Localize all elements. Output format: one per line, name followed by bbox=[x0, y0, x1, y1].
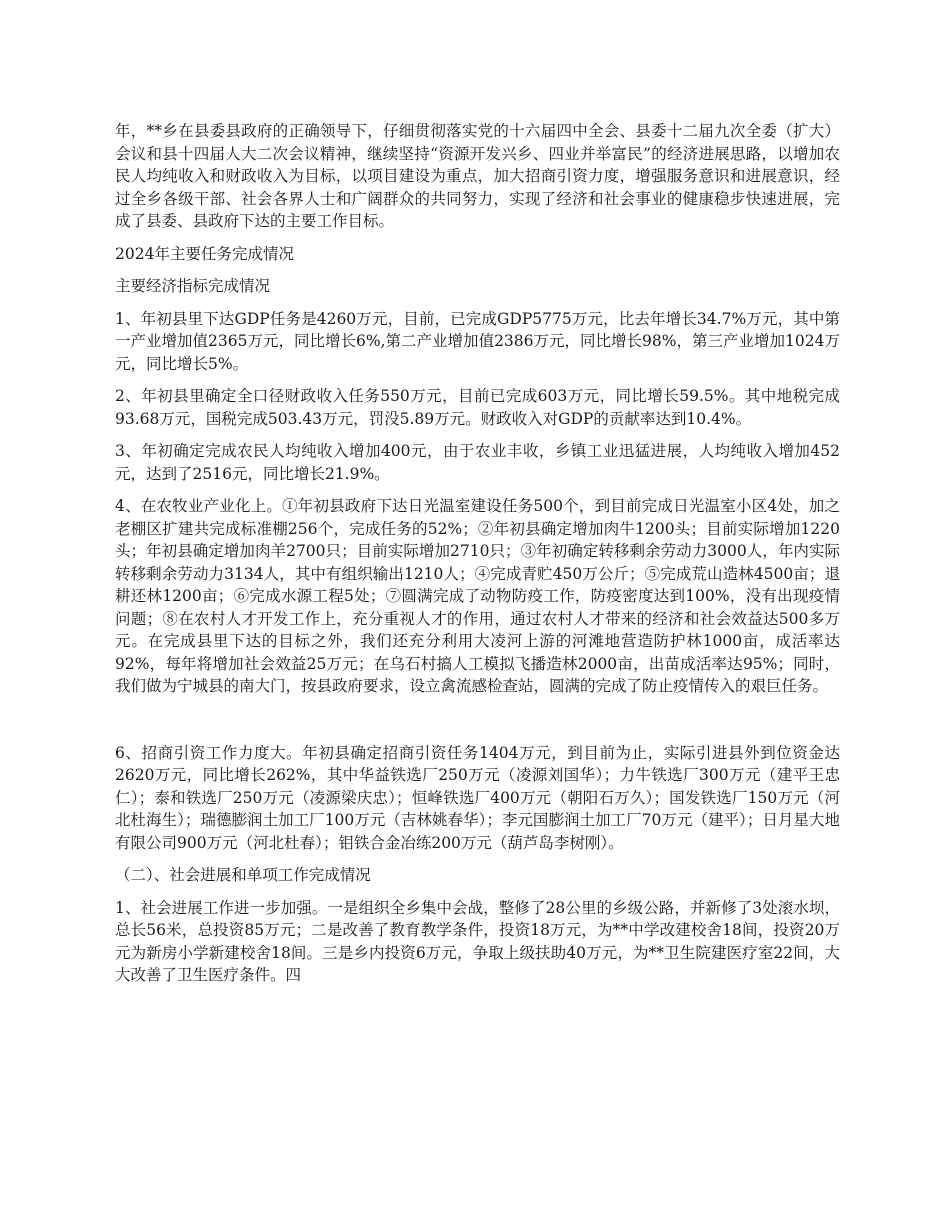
item-2-fiscal-revenue: 2、年初县里确定全口径财政收入任务550万元，目前已完成603万元，同比增长59.5%。其中地税完成93.68万元，国税完成503.43万元，罚没5.89万元。财政收入对GDP的贡献率达到10.4%。 bbox=[115, 387, 840, 428]
section-heading-2024-tasks: 2024年主要任务完成情况 bbox=[115, 244, 294, 263]
item-3-farmer-income: 3、年初确定完成农民人均纯收入增加400元，由于农业丰收，乡镇工业迅猛进展，人均纯收入增加452元，达到了2516元，同比增长21.9%。 bbox=[115, 442, 840, 483]
social-item-1: 1、社会进展工作进一步加强。一是组织全乡集中会战，整修了28公里的乡级公路，并新修了3处滚水坝，总长56米，总投资85万元；二是改善了教育教学条件，投资18万元，为**中学改建校舍18间，投资20万元为新房小学新建校舍18间。三是乡内投资6万元，争取上级扶助40万元，为**卫生院建医疗室22间，大大改善了卫生医疗条件。四 bbox=[115, 898, 840, 984]
section-heading-economic-indicators: 主要经济指标完成情况 bbox=[115, 277, 271, 295]
section-heading-social-progress: （二）、社会进展和单项工作完成情况 bbox=[115, 866, 371, 884]
item-6-investment: 6、招商引资工作力度大。年初县确定招商引资任务1404万元，到目前为止，实际引进县外到位资金达2620万元，同比增长262%，其中华益铁选厂250万元（凌源刘国华）；力牛铁选厂300万元（建平王忠仁）；泰和铁选厂250万元（凌源梁庆忠）；恒峰铁选厂400万元（朝阳石万久）；国发铁选厂150万元（河北杜海生）；瑞德膨润土加工厂100万元（吉林姚春华）；李元国膨润土加工厂70万元（建平）；日月星大地有限公司900万元（河北杜春）；钼铁合金冶练200万元（葫芦岛李树刚）。 bbox=[115, 743, 840, 852]
item-1-gdp: 1、年初县里下达GDP任务是4260万元，目前，已完成GDP5775万元，比去年增长34.7%万元，其中第一产业增加值2365万元，同比增长6%,第二产业增加值2386万元，同比增长98%，第三产业增加1024万元，同比增长5%。 bbox=[115, 309, 840, 373]
document-body bbox=[115, 120, 840, 997]
intro-paragraph: 年，**乡在县委县政府的正确领导下，仔细贯彻落实党的十六届四中全会、县委十二届九次全委（扩大）会议和县十四届人大二次会议精神，继续坚持“资源开发兴乡、四业并举富民”的经济进展思路，以增加农民人均纯收入和财政收入为目标，以项目建设为重点，加大招商引资力度，增强服务意识和进展意识，经过全乡各级干部、社会各界人士和广阔群众的共同努力，实现了经济和社会事业的健康稳步快速进展，完成了县委、县政府下达的主要工作目标。 bbox=[115, 122, 840, 230]
item-4-agriculture: 4、在农牧业产业化上。①年初县政府下达日光温室建设任务500个，到目前完成日光温室小区4处，加之老棚区扩建共完成标准棚256个，完成任务的52%；②年初县确定增加肉牛1200头；目前实际增加1220头；年初县确定增加肉羊2700只；目前实际增加2710只；③年初确定转移剩余劳动力3000人，年内实际转移剩余劳动力3134人，其中有组织输出1210人；④完成青贮450万公斤；⑤完成荒山造林4500亩；退耕还林1200亩；⑥完成水源工程5处；⑦圆满完成了动物防疫工作，防疫密度达到100%，没有出现疫情问题；⑧在农村人才开发工作上，充分重视人才的作用，通过农村人才带来的经济和社会效益达500多万元。在完成县里下达的目标之外，我们还充分利用大凌河上游的河滩地营造防护林1000亩，成活率达92%，每年将增加社会效益25万元；在乌石村搞人工模拟飞播造林2000亩，出苗成活率达95%；同时，我们做为宁城县的南大门，按县政府要求，设立禽流感检查站，圆满的完成了防止疫情传入的艰巨任务。 bbox=[115, 497, 840, 695]
